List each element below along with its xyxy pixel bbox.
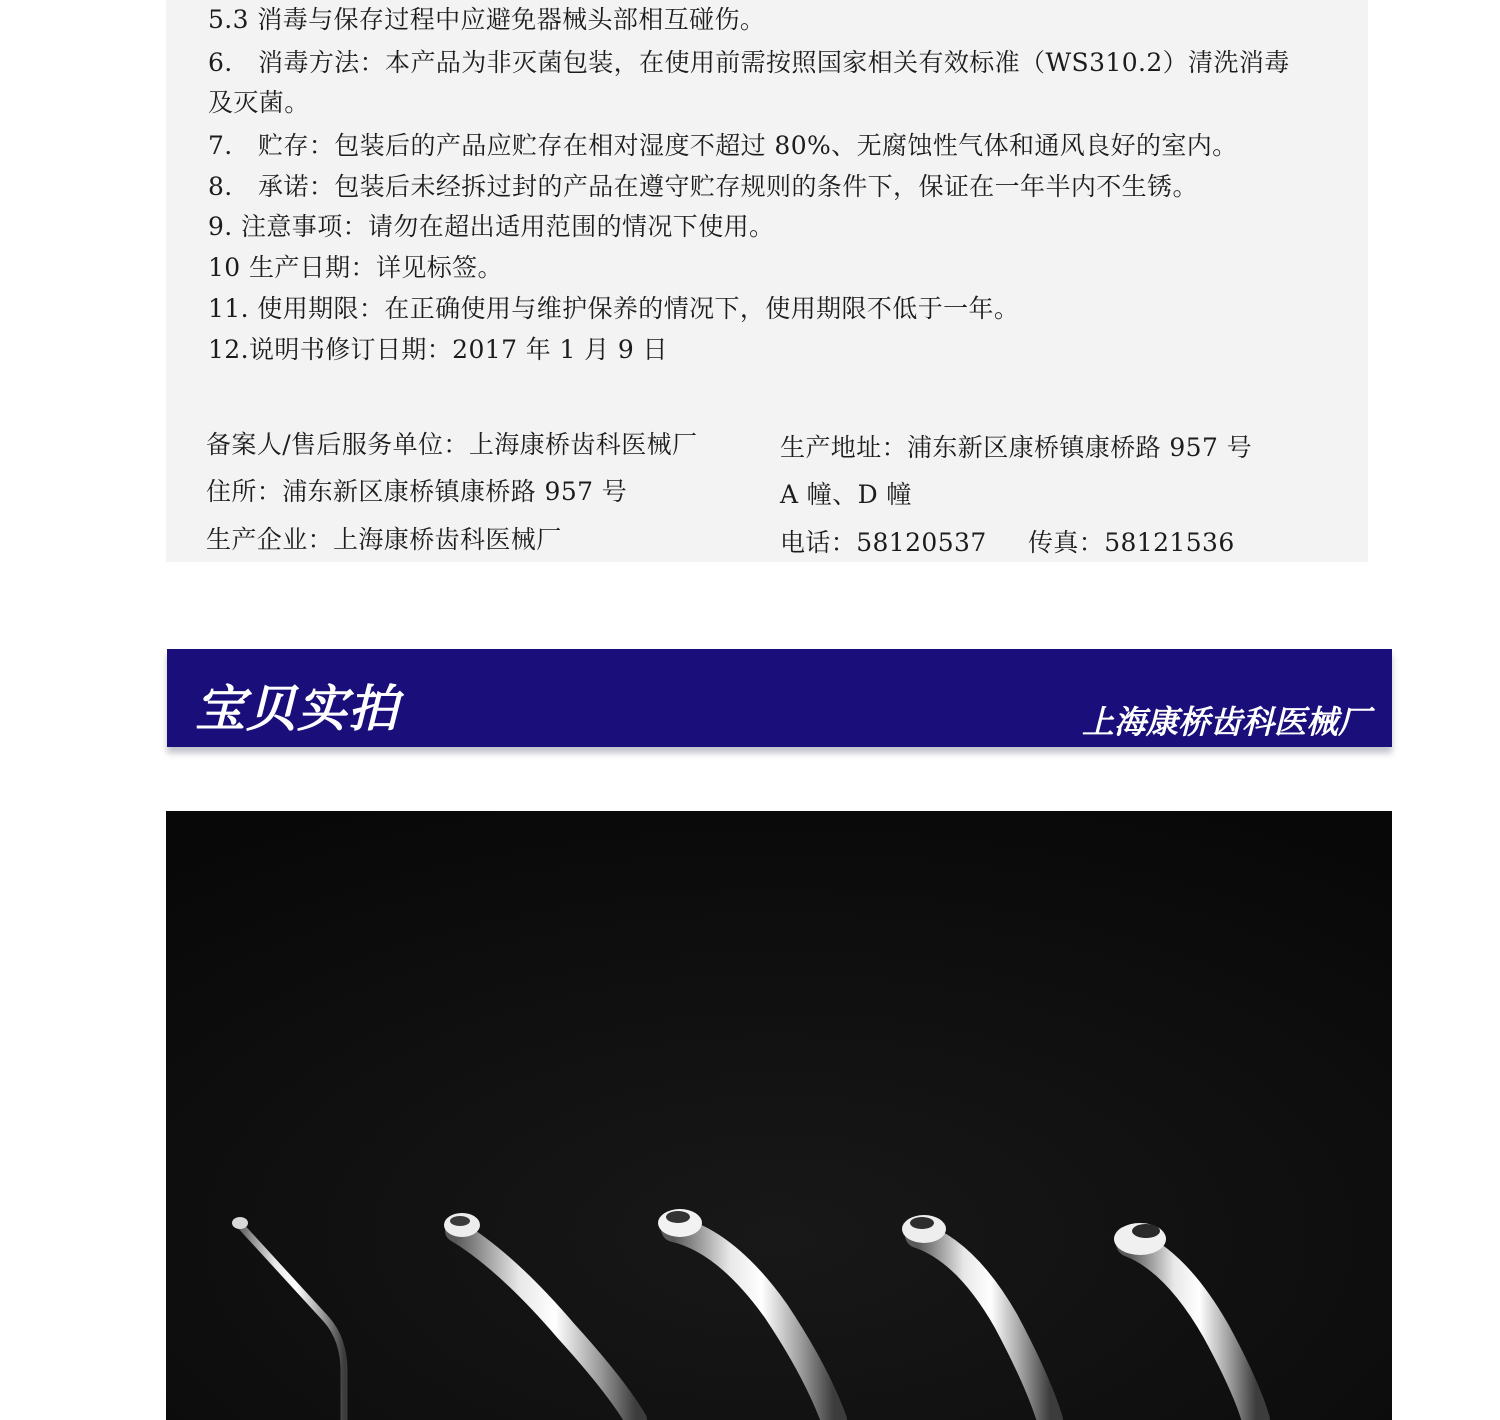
doc-line-10: 10 生产日期：详见标签。 [208, 253, 503, 282]
building-info: A 幢、D 幢 [780, 480, 912, 509]
production-address-info: 生产地址：浦东新区康桥镇康桥路 957 号 [780, 433, 1253, 462]
doc-line-6: 6. 消毒方法：本产品为非灭菌包装，在使用前需按照国家相关有效标准（WS310.2）清洗消毒 [208, 48, 1290, 77]
address-info: 住所：浦东新区康桥镇康桥路 957 号 [206, 477, 628, 506]
doc-line-9: 9. 注意事项：请勿在超出适用范围的情况下使用。 [208, 212, 775, 241]
product-photo [166, 811, 1392, 1420]
phone-info: 电话：58120537 [780, 528, 987, 557]
doc-line-11: 11. 使用期限：在正确使用与维护保养的情况下，使用期限不低于一年。 [208, 294, 1020, 323]
dental-instruments-image [166, 811, 1392, 1420]
manufacturer-info: 生产企业：上海康桥齿科医械厂 [206, 525, 562, 554]
doc-line-6-cont: 及灭菌。 [208, 88, 310, 117]
registrant-info: 备案人/售后服务单位：上海康桥齿科医械厂 [206, 430, 698, 459]
section-banner [167, 649, 1392, 747]
fax-info: 传真：58121536 [1028, 528, 1235, 557]
banner-company: 上海康桥齿科医械厂 [1081, 703, 1370, 741]
doc-line-5-3: 5.3 消毒与保存过程中应避免器械头部相互碰伤。 [208, 5, 766, 34]
instruction-document [166, 0, 1368, 562]
banner-title: 宝贝实拍 [195, 680, 399, 738]
doc-line-8: 8. 承诺：包装后未经拆过封的产品在遵守贮存规则的条件下，保证在一年半内不生锈。 [208, 172, 1198, 201]
doc-line-12: 12.说明书修订日期：2017 年 1 月 9 日 [208, 335, 668, 364]
doc-line-7: 7. 贮存：包装后的产品应贮存在相对湿度不超过 80%、无腐蚀性气体和通风良好的室内。 [208, 131, 1238, 160]
